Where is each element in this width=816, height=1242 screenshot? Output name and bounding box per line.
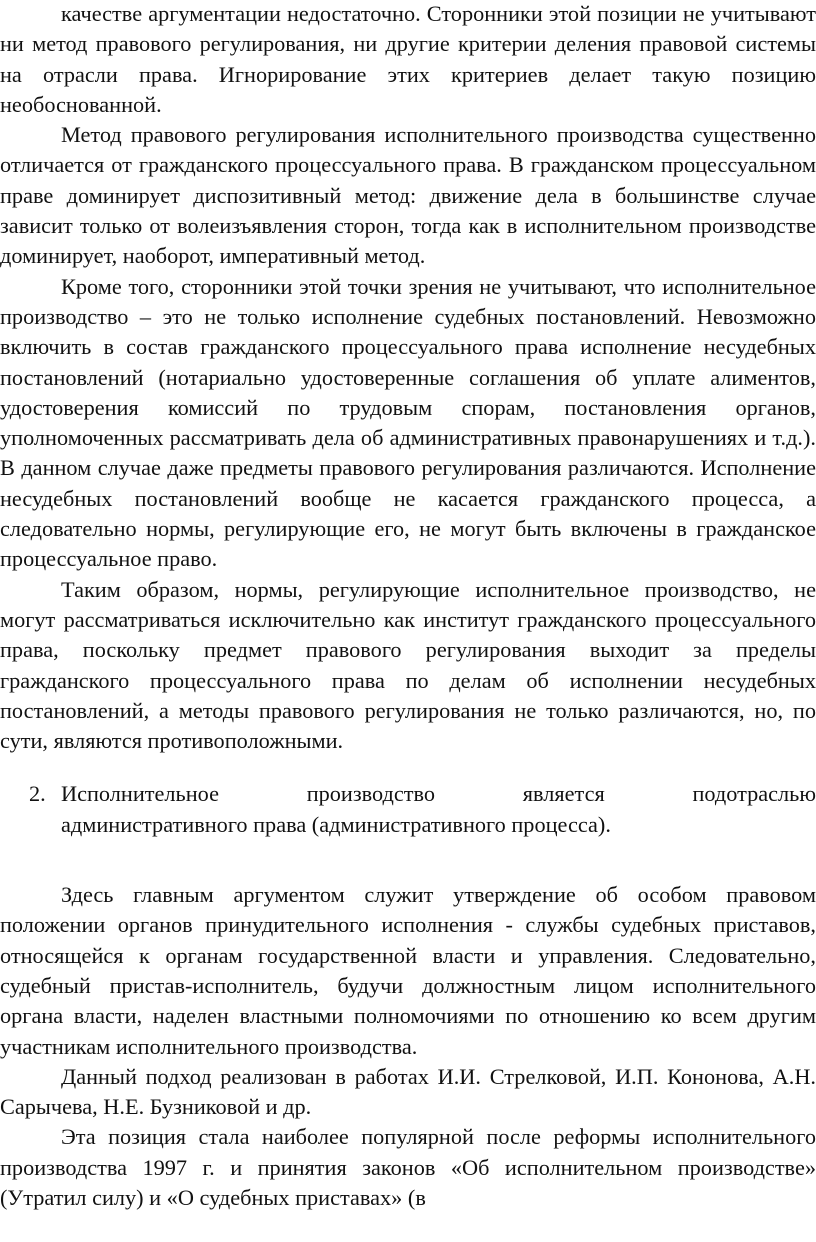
paragraph-2: Метод правового регулирования исполнительного производства существенно отличается от гражданского процессуального права. В гражданском процессуальном праве доминирует диспозитивный метод: движение дела в большинстве случае зависит только от волеизъявления сторон, тогда как в исполнительном производстве доминирует, наоборот, императивный метод. xyxy=(0,122,816,269)
paragraph-1: качестве аргументации недостаточно. Сторонники этой позиции не учитывают ни метод правового регулирования, ни другие критерии деления правовой системы на отрасли права. Игнорирование этих критериев делает такую позицию необоснованной. xyxy=(0,1,816,117)
paragraph-7: Эта позиция стала наиболее популярной после реформы исполнительного производства 1997 г. и принятия законов «Об исполнительном производстве» (Утратил силу) и «О судебных приставах» (в xyxy=(0,1124,816,1210)
list-number: 2. xyxy=(29,781,46,807)
paragraph-5: Здесь главным аргументом служит утверждение об особом правовом положении органов принудительного исполнения - службы судебных приставов, относящейся к органам государственной власти и управления. Следовательно, судебный пристав-исполнитель, будучи должностным лицом исполнительного органа власти, наделен властными полномочиями по отношению ко всем другим участникам исполнительного производства. xyxy=(0,882,816,1059)
list-heading-text xyxy=(61,779,816,840)
paragraph-4: Таким образом, нормы, регулирующие исполнительное производство, не могут рассматриваться исключительно как институт гражданского процессуального права, поскольку предмет правового регулирования выходит за пределы гражданского процессуального права по делам об исполнении несудебных постановлений, а методы правового регулирования не только различаются, но, по сути, являются противоположными. xyxy=(0,576,816,754)
list-heading-line-1: Исполнительное производство является подотраслью xyxy=(61,781,816,807)
paragraph-6: Данный подход реализован в работах И.И. Стрелковой, И.П. Кононова, А.Н. Сарычева, Н.Е. Бузниковой и др. xyxy=(0,1063,816,1120)
list-heading-line-2: административного права (административного процесса). xyxy=(61,811,611,837)
numbered-heading xyxy=(0,779,816,840)
paragraph-3: Кроме того, сторонники этой точки зрения не учитывают, что исполнительное производство – это не только исполнение судебных постановлений. Невозможно включить в состав гражданского процессуального права исполнение несудебных постановлений (нотариально удостоверенные соглашения об уплате алиментов, удостоверения комиссий по трудовым спорам, постановления органов, уполномоченных рассматривать дела об административных правонарушениях и т.д.). В данном случае даже предметы правового регулирования различаются. Исполнение несудебных постановлений вообще не касается гражданского процесса, а следовательно нормы, регулирующие его, не могут быть включены в гражданское процессуальное право. xyxy=(0,273,816,572)
